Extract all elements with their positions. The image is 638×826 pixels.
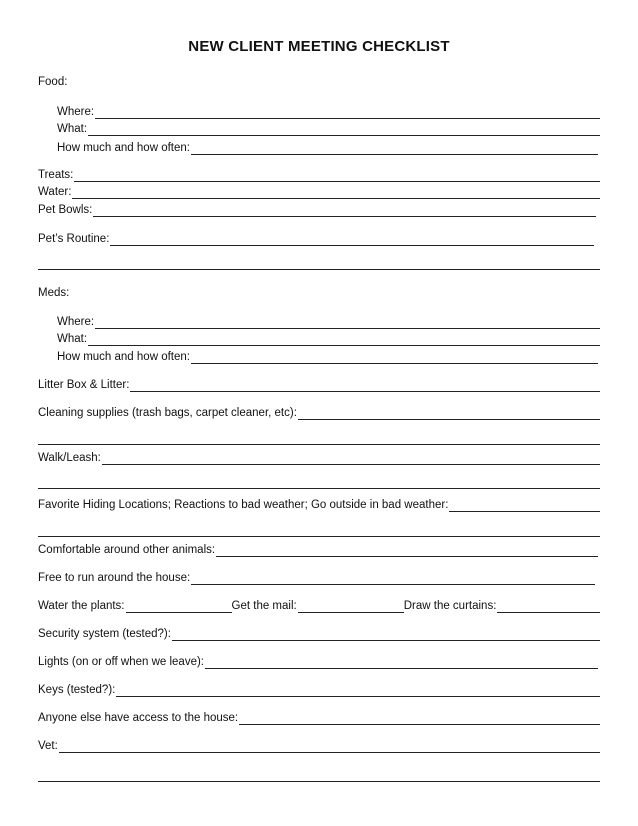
meds-heading: Meds:: [38, 287, 70, 299]
litter-label: Litter Box & Litter:: [38, 379, 130, 391]
food-where-line: [95, 106, 600, 119]
keys-label: Keys (tested?):: [38, 684, 116, 696]
meds-how-label: How much and how often:: [57, 351, 190, 363]
food-where-label: Where:: [57, 106, 95, 118]
vet-label: Vet:: [38, 740, 58, 752]
water-line: [72, 186, 600, 199]
animals-field[interactable]: [38, 541, 598, 557]
food-how-label: How much and how often:: [57, 142, 190, 154]
hiding-label: Favorite Hiding Locations; Reactions to bad weather; Go outside in bad weather:: [38, 499, 449, 511]
lights-label: Lights (on or off when we leave):: [38, 656, 204, 668]
vet-extra-line[interactable]: [38, 781, 600, 782]
vet-field[interactable]: [38, 737, 600, 753]
water-label: Water:: [38, 186, 72, 198]
pet-bowls-field[interactable]: [38, 201, 596, 217]
chores-row: [38, 597, 600, 613]
water-plants-label: Water the plants:: [38, 600, 125, 612]
pets-routine-extra-line[interactable]: [38, 269, 600, 270]
lights-line: [205, 656, 598, 669]
walk-label: Walk/Leash:: [38, 452, 101, 464]
get-mail-line: [298, 600, 404, 613]
litter-line: [130, 379, 600, 392]
meds-what-label: What:: [57, 333, 88, 345]
food-what-line: [88, 123, 600, 136]
animals-line: [216, 544, 598, 557]
security-field[interactable]: [38, 625, 600, 641]
meds-what-field[interactable]: [57, 330, 600, 346]
draw-curtains-field[interactable]: [404, 599, 600, 613]
keys-field[interactable]: [38, 681, 600, 697]
pets-routine-line: [110, 233, 594, 246]
food-how-line: [191, 142, 598, 155]
meds-where-field[interactable]: [57, 313, 600, 329]
cleaning-field[interactable]: [38, 404, 600, 420]
pets-routine-label: Pet’s Routine:: [38, 233, 110, 245]
pet-bowls-line: [93, 204, 596, 217]
meds-where-line: [95, 316, 600, 329]
treats-field[interactable]: [38, 166, 600, 182]
treats-line: [74, 169, 600, 182]
cleaning-label: Cleaning supplies (trash bags, carpet cleaner, etc):: [38, 407, 297, 419]
water-field[interactable]: [38, 183, 600, 199]
water-plants-field[interactable]: [38, 599, 232, 613]
hiding-line: [449, 499, 600, 512]
food-what-field[interactable]: [57, 120, 600, 136]
water-plants-line: [126, 600, 232, 613]
keys-line: [116, 684, 600, 697]
meds-how-field[interactable]: [57, 348, 598, 364]
draw-curtains-label: Draw the curtains:: [403, 600, 497, 612]
pet-bowls-label: Pet Bowls:: [38, 204, 93, 216]
access-field[interactable]: [38, 709, 600, 725]
free-run-label: Free to run around the house:: [38, 572, 191, 584]
security-label: Security system (tested?):: [38, 628, 171, 640]
walk-line: [102, 452, 600, 465]
free-run-line: [191, 572, 595, 585]
pets-routine-field[interactable]: [38, 230, 594, 246]
get-mail-label: Get the mail:: [231, 600, 297, 612]
food-what-label: What:: [57, 123, 88, 135]
litter-field[interactable]: [38, 376, 600, 392]
meds-what-line: [88, 333, 600, 346]
draw-curtains-line: [497, 600, 600, 613]
meds-where-label: Where:: [57, 316, 95, 328]
access-label: Anyone else have access to the house:: [38, 712, 239, 724]
free-run-field[interactable]: [38, 569, 595, 585]
food-heading: Food:: [38, 76, 68, 88]
get-mail-field[interactable]: [232, 599, 404, 613]
cleaning-extra-line[interactable]: [38, 444, 600, 445]
access-line: [239, 712, 600, 725]
meds-how-line: [191, 351, 598, 364]
food-where-field[interactable]: [57, 103, 600, 119]
food-how-field[interactable]: [57, 139, 598, 155]
walk-extra-line[interactable]: [38, 488, 600, 489]
hiding-field[interactable]: [38, 496, 600, 512]
hiding-extra-line[interactable]: [38, 536, 600, 537]
treats-label: Treats:: [38, 169, 74, 181]
lights-field[interactable]: [38, 653, 598, 669]
walk-field[interactable]: [38, 449, 600, 465]
vet-line: [59, 740, 600, 753]
security-line: [172, 628, 600, 641]
page-title: NEW CLIENT MEETING CHECKLIST: [188, 38, 450, 55]
animals-label: Comfortable around other animals:: [38, 544, 216, 556]
cleaning-line: [298, 407, 600, 420]
